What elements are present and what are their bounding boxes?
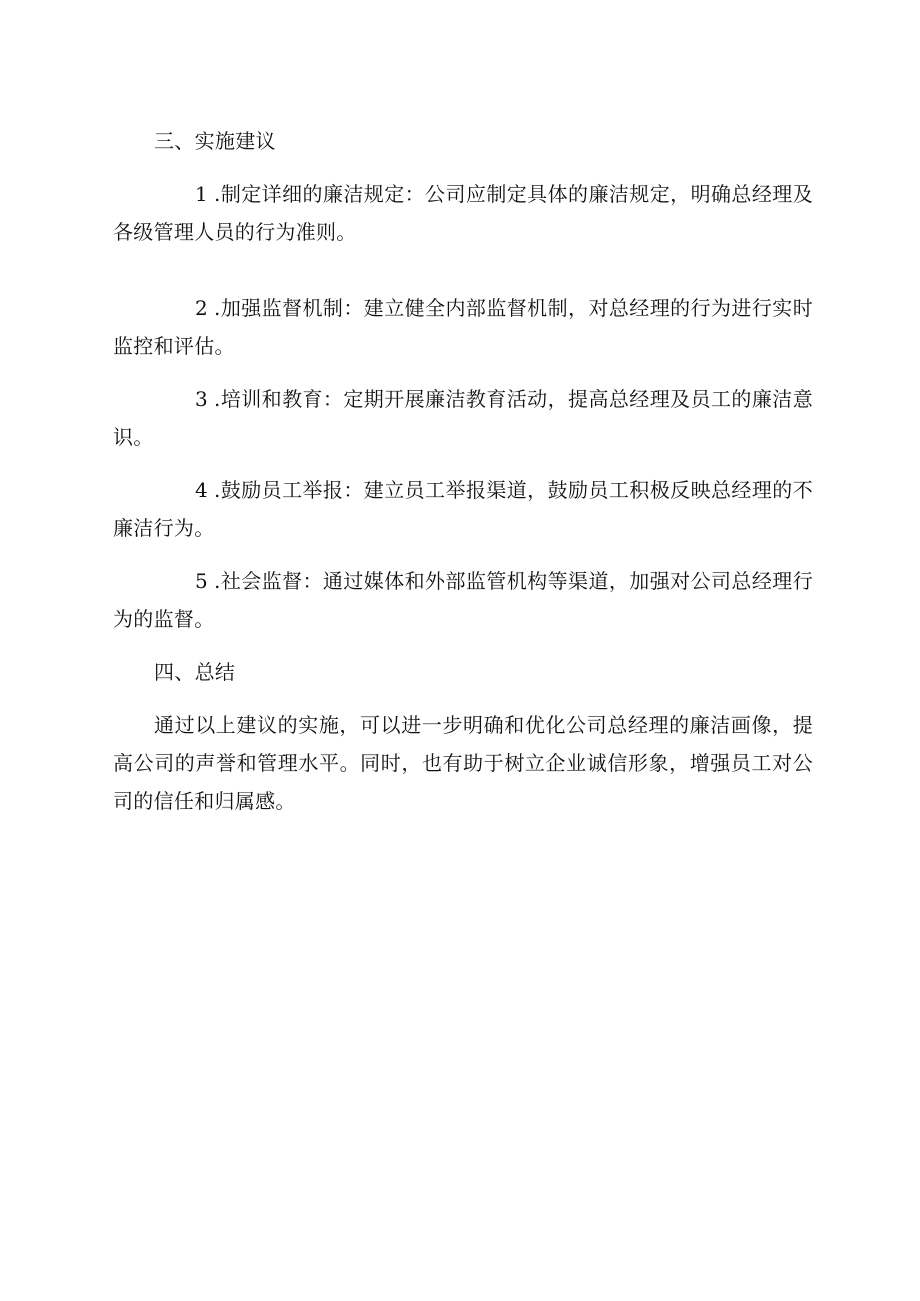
recommendation-item-5 [113,562,813,638]
recommendation-item-4 [113,471,813,547]
item-number: 1 [195,182,209,206]
item-text: .制定详细的廉洁规定：公司应制定具体的廉洁规定，明确总经理及各级管理人员的行为准则。 [113,182,813,244]
item-number: 5 [195,569,209,593]
item-text: .加强监督机制：建立健全内部监督机制，对总经理的行为进行实时监控和评估。 [113,296,813,358]
recommendation-item-2 [113,289,813,365]
item-number: 3 [195,387,209,411]
section-heading-implementation: 三、实施建议 [154,129,276,153]
item-text: .社会监督：通过媒体和外部监管机构等渠道，加强对公司总经理行为的监督。 [113,569,813,631]
item-number: 2 [195,296,209,320]
recommendation-item-1 [113,175,813,251]
section-heading-summary: 四、总结 [154,660,236,684]
item-number: 4 [195,478,209,502]
recommendation-item-3 [113,380,813,456]
document-body [113,122,813,820]
summary-paragraph: 通过以上建议的实施，可以进一步明确和优化公司总经理的廉洁画像，提高公司的声誉和管理水平。同时，也有助于树立企业诚信形象，增强员工对公司的信任和归属感。 [113,713,813,813]
item-text: .培训和教育：定期开展廉洁教育活动，提高总经理及员工的廉洁意识。 [113,387,813,449]
item-text: .鼓励员工举报：建立员工举报渠道，鼓励员工积极反映总经理的不廉洁行为。 [113,478,813,540]
